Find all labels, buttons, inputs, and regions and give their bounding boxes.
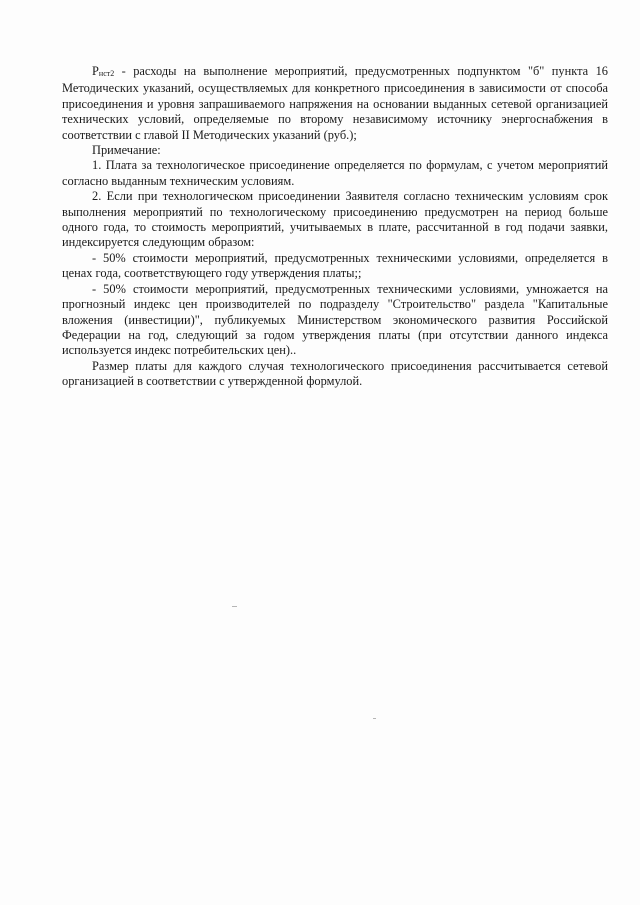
document-body xyxy=(62,64,608,390)
paragraph-cost-definition-text: - расходы на выполнение мероприятий, предусмотренных подпунктом "б" пункта 16 Методических указаний, осуществляемых для конкретного присоединения в зависимости от способа присоединения и уровня запрашиваемого напряжения на основании выданных сетевой организацией технических условий, определяемые по второму независимому источнику энергоснабжения в соответствии с главой II Методических указаний (руб.); xyxy=(62,64,608,142)
scan-speck xyxy=(232,606,237,607)
note-item-2: 2. Если при технологическом присоединении Заявителя согласно техническим условиям срок выполнения мероприятий по технологическому присоединению предусмотрен на период больше одного года, то стоимость мероприятий, учитываемых в плате, рассчитанной в год подачи заявки, индексируется следующим образом: xyxy=(62,189,608,250)
closing-paragraph: Размер платы для каждого случая технологического присоединения рассчитывается сетевой организацией в соответствии с утвержденной формулой. xyxy=(62,358,608,389)
scan-speck xyxy=(373,718,376,719)
note-item-1: 1. Плата за технологическое присоединение определяется по формулам, с учетом мероприятий согласно выданным техническим условиям. xyxy=(62,158,608,188)
formula-symbol-subscript: нст2 xyxy=(98,69,115,78)
note-bullet-1: - 50% стоимости мероприятий, предусмотренных техническими условиями, определяется в ценах года, соответствующего году утверждения платы;; xyxy=(62,250,608,281)
paragraph-cost-definition xyxy=(62,64,608,143)
note-heading: Примечание: xyxy=(92,143,161,158)
note-bullet-2: - 50% стоимости мероприятий, предусмотренных техническими условиями, умножается на прогнозный индекс цен производителей по подразделу "Строительство" раздела "Капитальные вложения (инвестиции)", публикуемых Министерством экономического развития Российской Федерации на год, следующий за годом утверждения платы (при отсутствии данного индекса используется индекс потребительских цен).. xyxy=(62,281,608,358)
formula-symbol: P xyxy=(92,64,99,78)
